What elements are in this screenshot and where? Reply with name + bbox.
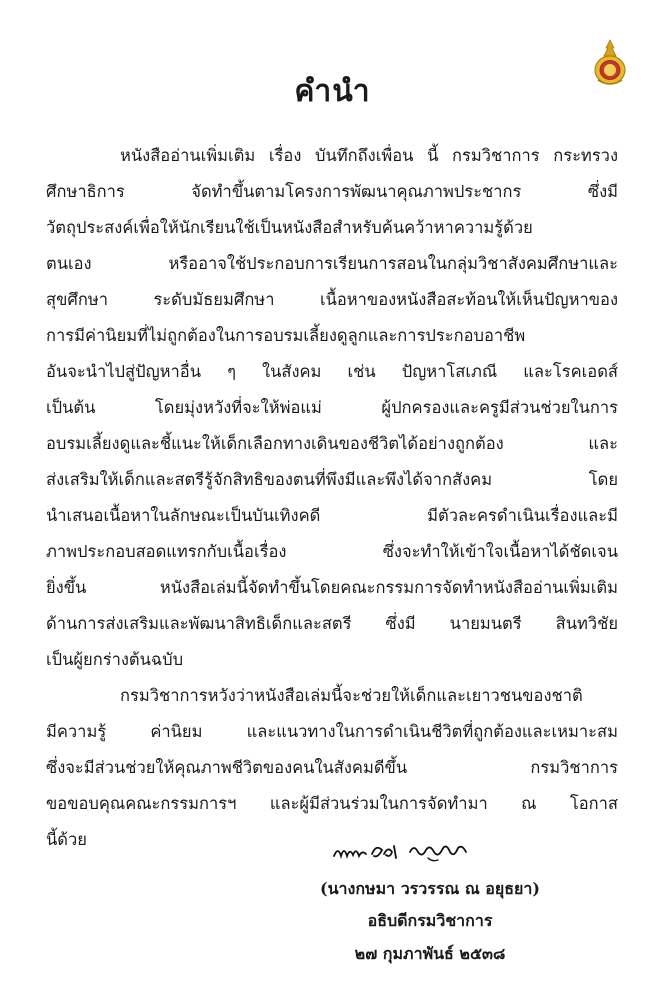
closing-line: ขอขอบคุณคณะกรรมการฯ และผู้มีส่วนร่วมในการจัดทำมา ณ โอกาส	[46, 794, 618, 813]
body-line: ยิ่งขึ้น หนังสือเล่มนี้จัดทำขึ้นโดยคณะกรรมการจัดทำหนังสืออ่านเพิ่มเติม	[46, 578, 618, 597]
body-line: ส่งเสริมให้เด็กและสตรีรู้จักสิทธิของตนที่พึงมีและพึงได้จากสังคม โดย	[46, 470, 618, 489]
body-line: หนังสืออ่านเพิ่มเติม เรื่อง บันทึกถึงเพื่อน นี้ กรมวิชาการ กระทรวง	[120, 146, 618, 165]
handwritten-signature	[332, 838, 512, 866]
body-line: อันจะนำไปสู่ปัญหาอื่น ๆ ในสังคม เช่น ปัญหาโสเภณี และโรคเอดส์	[46, 362, 618, 381]
body-line: นำเสนอเนื้อหาในลักษณะเป็นบันเทิงคดี มีตัวละครดำเนินเรื่องและมี	[46, 506, 618, 525]
body-line: ศึกษาธิการ จัดทำขึ้นตามโครงการพัฒนาคุณภาพประชากร ซึ่งมี	[46, 182, 618, 201]
body-line: การมีค่านิยมที่ไม่ถูกต้องในการอบรมเลี้ยงดูลูกและการประกอบอาชีพ	[46, 326, 526, 345]
body-line: วัตถุประสงค์เพื่อให้นักเรียนใช้เป็นหนังสือสำหรับค้นคว้าหาความรู้ด้วย	[46, 218, 533, 237]
body-line: เป็นต้น โดยมุ่งหวังที่จะให้พ่อแม่ ผู้ปกครองและครูมีส่วนช่วยในการ	[46, 398, 618, 417]
body-line: อบรมเลี้ยงดูและชี้แนะให้เด็กเลือกทางเดินของชีวิตได้อย่างถูกต้อง และ	[46, 434, 618, 453]
page-title: คำนำ	[294, 74, 371, 109]
closing-line: มีความรู้ ค่านิยม และแนวทางในการดำเนินชีวิตที่ถูกต้องและเหมาะสม	[46, 722, 618, 741]
body-line: สุขศึกษา ระดับมัธยมศึกษา เนื้อหาของหนังสือสะท้อนให้เห็นปัญหาของ	[46, 290, 618, 309]
body-line: ตนเอง หรืออาจใช้ประกอบการเรียนการสอนในกลุ่มวิชาสังคมศึกษาและ	[46, 254, 618, 273]
closing-line: กรมวิชาการหวังว่าหนังสือเล่มนี้จะช่วยให้เด็กและเยาวชนของชาติ	[120, 686, 583, 705]
body-line: ด้านการส่งเสริมและพัฒนาสิทธิเด็กและสตรี ซึ่งมี นายมนตรี สินทวิชัย	[46, 614, 618, 633]
body-line: เป็นผู้ยกร่างต้นฉบับ	[46, 650, 184, 669]
closing-line: นี้ด้วย	[46, 830, 87, 849]
signatory-name: (นางกษมา วรวรรณ ณ อยุธยา)	[320, 879, 540, 898]
body-line: ภาพประกอบสอดแทรกกับเนื้อเรื่อง ซึ่งจะทำให้เข้าใจเนื้อหาได้ชัดเจน	[46, 542, 618, 561]
signatory-position: อธิบดีกรมวิชาการ	[367, 911, 493, 930]
signature-date: ๒๗ กุมภาพันธ์ ๒๕๓๘	[354, 944, 506, 963]
closing-line: ซึ่งจะมีส่วนช่วยให้คุณภาพชีวิตของคนในสังคมดีขึ้น กรมวิชาการ	[46, 758, 618, 777]
